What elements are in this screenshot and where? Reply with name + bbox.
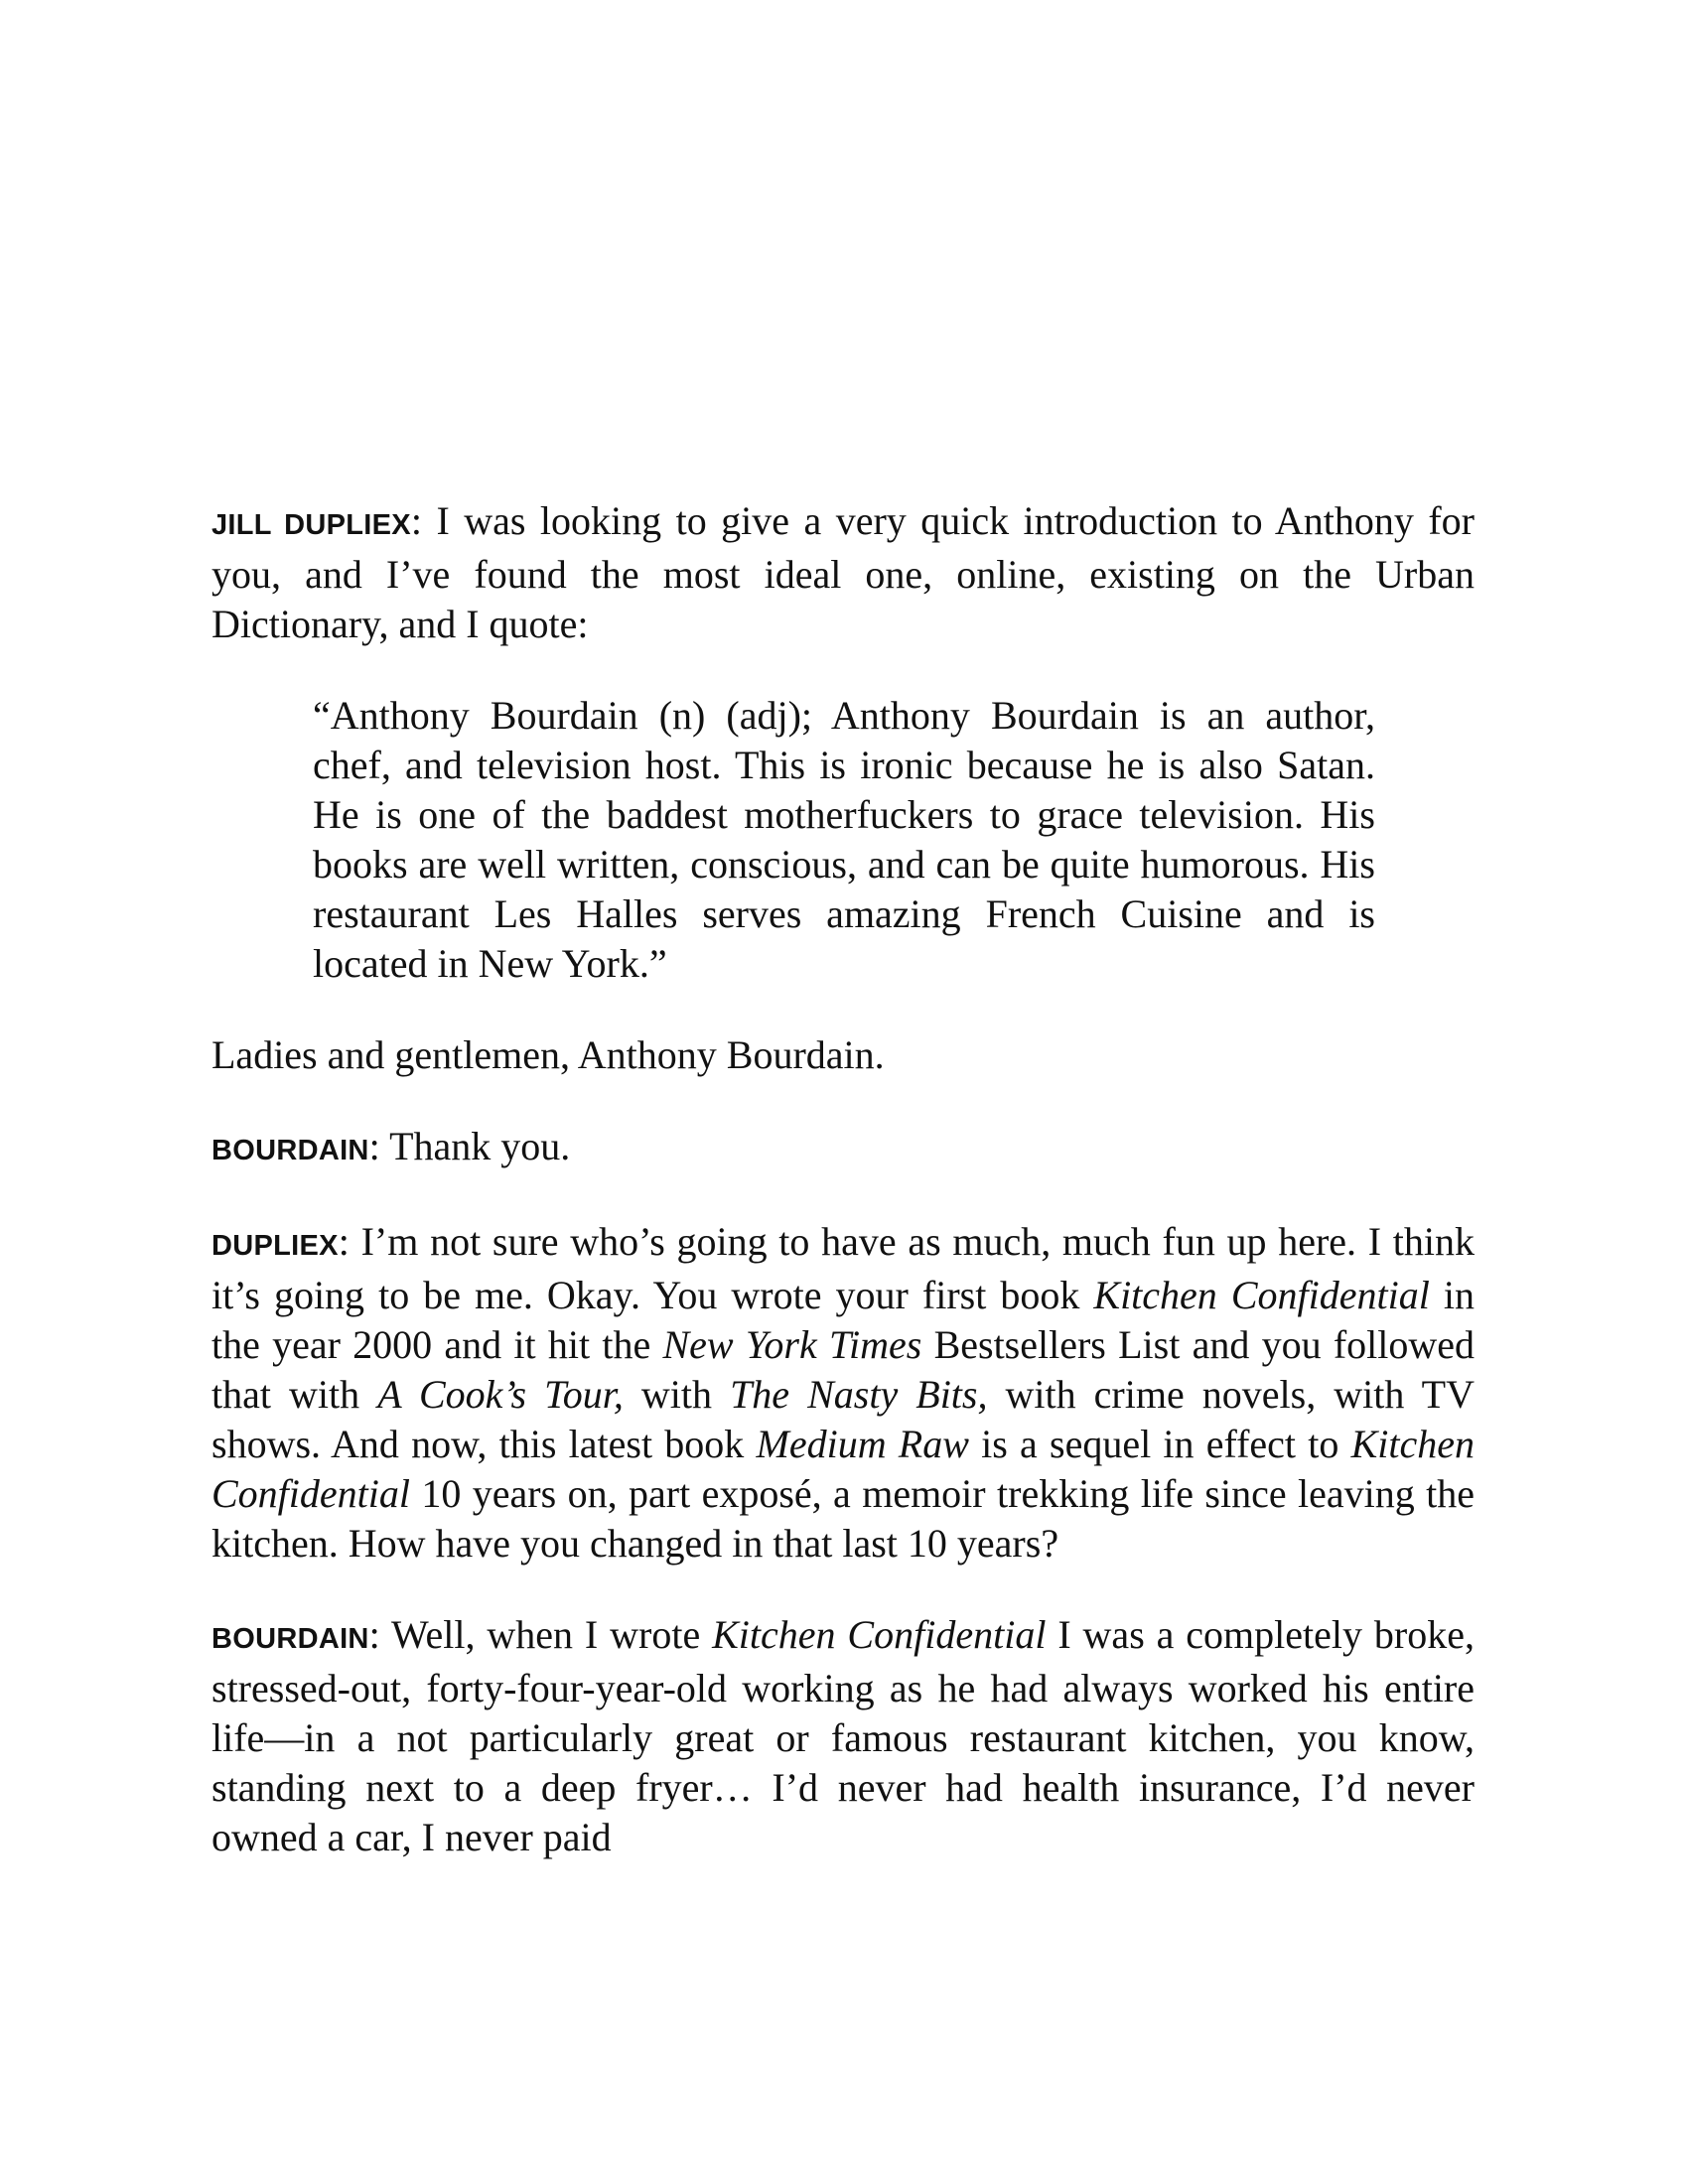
- paragraph-answer: [211, 1610, 1475, 1862]
- speaker-label: BOURDAIN: [211, 1623, 369, 1655]
- speaker-label: DUPLIEX: [211, 1230, 339, 1262]
- book-title: Medium Raw: [756, 1422, 969, 1466]
- paragraph-question: [211, 1217, 1475, 1569]
- book-title: The Nasty Bits,: [730, 1372, 988, 1417]
- book-title: Kitchen Confidential: [1093, 1273, 1430, 1317]
- paragraph-text: : Thank you.: [368, 1124, 571, 1168]
- book-title: Kitchen Confidential: [712, 1612, 1047, 1657]
- paragraph-text: Bestsellers List and you followed that with: [211, 1322, 1476, 1417]
- book-title: Kitchen Confidential: [211, 1422, 1476, 1516]
- publication-title: New York Times: [662, 1322, 922, 1367]
- paragraph-text: : Well, when I wrote: [368, 1612, 713, 1657]
- paragraph-text: is a sequel in effect to: [968, 1422, 1351, 1466]
- paragraph-text: : I’m not sure who’s going to have as much, much fun up here. I think it’s going to be me. Okay. You wrote your first book: [211, 1219, 1475, 1317]
- paragraph-introduction-line: Ladies and gentlemen, Anthony Bourdain.: [211, 1032, 885, 1077]
- paragraph-text: I was a completely broke, stressed-out, forty-four-year-old working as he had always worked his entire life—in a not particularly great or famous restaurant kitchen, you know, standing next to a deep fryer… I’d never had health insurance, I’d never owned a car, I never paid: [211, 1612, 1475, 1859]
- paragraph-intro: [211, 496, 1475, 649]
- speaker-label: JILL DUPLIEX: [211, 509, 411, 541]
- paragraph-text: in the year 2000 and it hit the: [211, 1273, 1475, 1367]
- paragraph-text: with crime novels, with TV shows. And now, this latest book: [211, 1372, 1476, 1466]
- book-title: A Cook’s Tour,: [377, 1372, 624, 1417]
- block-quote: “Anthony Bourdain (n) (adj); Anthony Bourdain is an author, chef, and television host. This is ironic because he is also Satan. He is one of the baddest motherfuckers to grace television. His books are well written, conscious, and can be quite humorous. His restaurant Les Halles serves amazing French Cuisine and is located in New York.”: [313, 693, 1375, 986]
- document-body: [211, 496, 1475, 1904]
- paragraph-text: : I was looking to give a very quick introduction to Anthony for you, and I’ve found the most ideal one, online, existing on the Urban Dictionary, and I quote:: [211, 498, 1475, 646]
- paragraph-thanks: [211, 1122, 1475, 1175]
- paragraph-text: with: [623, 1372, 731, 1417]
- speaker-label: BOURDAIN: [211, 1135, 369, 1166]
- paragraph-text: 10 years on, part exposé, a memoir trekking life since leaving the kitchen. How have you changed in that last 10 years?: [211, 1471, 1475, 1566]
